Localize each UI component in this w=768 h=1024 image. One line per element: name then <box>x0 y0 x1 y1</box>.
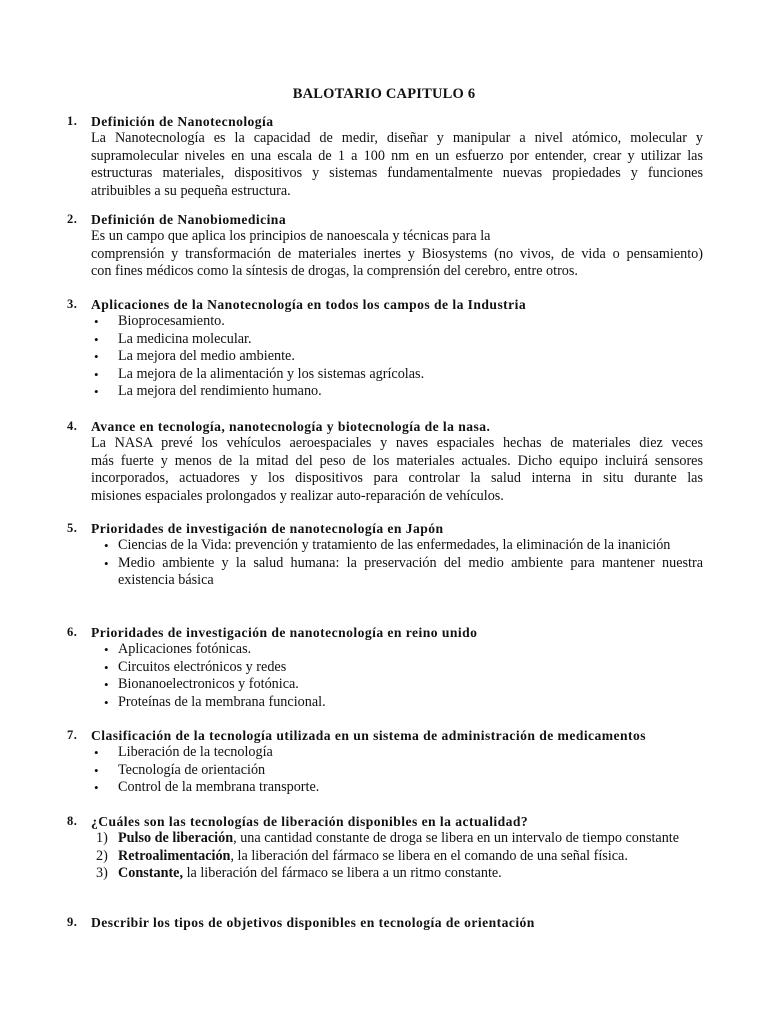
paragraph-line: con fines médicos como la síntesis de drogas, la comprensión del cerebro, entre otros. <box>91 263 578 280</box>
paragraph-line: Es un campo que aplica los principios de nanoescala y técnicas para la <box>91 228 491 245</box>
bullet-icon: • <box>104 694 109 710</box>
bullet-icon: • <box>104 659 109 675</box>
section-number: 8. <box>67 814 78 828</box>
bullet-icon: • <box>104 642 109 658</box>
section-heading <box>0 113 768 130</box>
section-title: Definición de Nanobiomedicina <box>91 212 287 227</box>
list-item: • Medio ambiente y la salud humana: la preservación del medio ambiente para mantener nuestra existencia básica <box>104 554 703 589</box>
list-item: • Aplicaciones fotónicas. <box>104 641 252 658</box>
paragraph-line: supramolecular niveles en una escala de 1 a 100 nm en un esfuerzo por entender, crear y utilizar las <box>91 147 703 164</box>
item-term: Retroalimentación <box>118 847 231 864</box>
section-paragraph <box>91 130 703 200</box>
bullet-icon: • <box>94 349 99 365</box>
bullet-list <box>0 313 768 400</box>
paragraph-line: La Nanotecnología es la capacidad de medir, diseñar y manipular a nivel atómico, molecular y <box>91 130 703 147</box>
section-title: Clasificación de la tecnología utilizada en un sistema de administración de medicamentos <box>91 728 647 743</box>
list-item: • Tecnología de orientación <box>94 761 266 778</box>
section-paragraph <box>91 228 703 280</box>
list-item: • La medicina molecular. <box>94 330 252 347</box>
section-heading <box>0 211 768 228</box>
list-item: • Ciencias de la Vida: prevención y tratamiento de las enfermedades, la eliminación de la inanición <box>104 537 671 554</box>
item-term: Constante, <box>118 865 184 882</box>
section-paragraph <box>91 435 703 505</box>
list-item: • La mejora del medio ambiente. <box>94 348 295 365</box>
section-5 <box>0 520 768 590</box>
bullet-icon: • <box>94 331 99 347</box>
section-number: 9. <box>67 915 78 929</box>
section-heading <box>0 727 768 744</box>
section-number: 5. <box>67 521 78 535</box>
bullet-icon: • <box>94 780 99 796</box>
list-item <box>0 848 768 865</box>
section-2 <box>0 211 768 281</box>
list-item: • La mejora del rendimiento humano. <box>94 383 322 400</box>
item-term: Pulso de liberación <box>118 830 234 847</box>
item-description: , la liberación del fármaco se libera en el comando de una señal física. <box>230 847 628 864</box>
section-title: ¿Cuáles son las tecnologías de liberación disponibles en la actualidad? <box>91 814 529 829</box>
item-description: , una cantidad constante de droga se libera en un intervalo de tiempo constante <box>233 830 680 847</box>
section-heading <box>0 914 768 931</box>
section-4 <box>0 418 768 505</box>
item-number: 2) <box>96 847 108 864</box>
section-heading <box>0 418 768 435</box>
bullet-icon: • <box>94 762 99 778</box>
section-number: 7. <box>67 728 78 742</box>
list-item: • Control de la membrana transporte. <box>94 779 320 796</box>
section-heading <box>0 520 768 537</box>
item-description: la liberación del fármaco se libera a un ritmo constante. <box>183 865 502 882</box>
document-title: BALOTARIO CAPITULO 6 <box>292 86 476 102</box>
paragraph-line: estructuras materiales, dispositivos y sistemas fundamentalmente nuevas propiedades y funciones <box>91 165 703 182</box>
list-item <box>0 830 768 847</box>
paragraph-line: La NASA prevé los vehículos aeroespaciales y naves espaciales hechas de materiales diez veces <box>91 435 703 452</box>
section-3 <box>0 296 768 400</box>
section-1 <box>0 113 768 200</box>
list-item: • Proteínas de la membrana funcional. <box>104 693 326 710</box>
section-title: Prioridades de investigación de nanotecnología en reino unido <box>91 625 478 640</box>
numbered-list <box>0 830 768 882</box>
section-title: Definición de Nanotecnología <box>91 114 274 129</box>
section-number: 1. <box>67 114 78 128</box>
section-6 <box>0 624 768 711</box>
bullet-icon: • <box>94 314 99 330</box>
section-heading <box>0 624 768 641</box>
list-item: • La mejora de la alimentación y los sistemas agrícolas. <box>94 365 425 382</box>
bullet-icon: • <box>94 366 99 382</box>
section-title: Prioridades de investigación de nanotecnología en Japón <box>91 521 444 536</box>
item-number: 3) <box>96 865 108 882</box>
section-number: 6. <box>67 625 78 639</box>
bullet-list <box>0 641 768 711</box>
section-title: Avance en tecnología, nanotecnología y biotecnología de la nasa. <box>91 419 491 434</box>
section-7 <box>0 727 768 797</box>
section-number: 2. <box>67 212 78 226</box>
bullet-icon: • <box>104 677 109 693</box>
section-title: Describir los tipos de objetivos disponibles en tecnología de orientación <box>91 915 535 930</box>
paragraph-line: incorporados, actuadores y los dispositivos para controlar la salud interna in situ durante las <box>91 470 703 487</box>
list-item <box>0 865 768 882</box>
list-item: • Liberación de la tecnología <box>94 744 273 761</box>
section-8 <box>0 813 768 883</box>
bullet-list <box>0 744 768 796</box>
section-number: 3. <box>67 297 78 311</box>
section-heading <box>0 813 768 830</box>
paragraph-line: más fuerte y menos de la mitad del peso de los materiales actuales. Dicho equipo incluirá sensores <box>91 452 703 469</box>
section-number: 4. <box>67 419 78 433</box>
section-title: Aplicaciones de la Nanotecnología en todos los campos de la Industria <box>91 297 527 312</box>
section-9 <box>0 914 768 931</box>
paragraph-line: misiones espaciales prolongados y realizar auto-reparación de vehículos. <box>91 487 504 504</box>
paragraph-line: comprensión y transformación de materiales inertes y Biosystems (no vivos, de vida o pensamiento) <box>91 245 703 262</box>
item-number: 1) <box>96 830 108 847</box>
list-item: • Bionanoelectronicos y fotónica. <box>104 676 299 693</box>
bullet-icon: • <box>94 384 99 400</box>
bullet-icon: • <box>94 745 99 761</box>
section-heading <box>0 296 768 313</box>
list-item: • Bioprocesamiento. <box>94 313 225 330</box>
paragraph-line: atribuibles a su pequeña estructura. <box>91 182 291 199</box>
bullet-list <box>0 537 768 589</box>
bullet-icon: • <box>104 555 109 571</box>
bullet-icon: • <box>104 538 109 554</box>
list-item: • Circuitos electrónicos y redes <box>104 658 287 675</box>
